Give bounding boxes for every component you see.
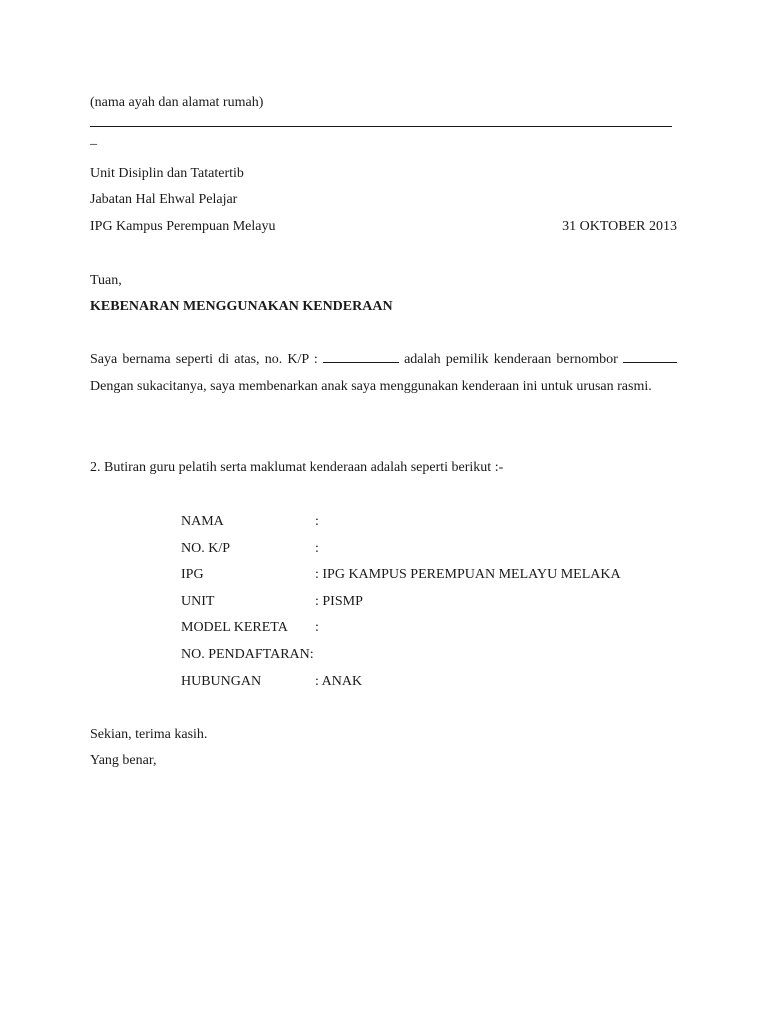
detail-label-no-kp: NO. K/P [181,541,231,556]
signature-underline [90,126,672,127]
detail-label-ipg: IPG [181,567,204,582]
body-paragraph-1 [90,347,677,400]
kp-number-blank [323,348,399,363]
detail-label-unit: UNIT [181,594,215,609]
detail-value-hubungan: : ANAK [315,674,363,689]
letter-date: 31 OKTOBER 2013 [562,219,677,234]
vehicle-number-blank [623,348,677,363]
body-paragraph-2: 2. Butiran guru pelatih serta maklumat kenderaan adalah seperti berikut :- [90,460,504,475]
paragraph-1-text-b: adalah pemilik kenderaan bernombor [398,352,624,367]
detail-value-nama: : [315,514,319,529]
recipient-line-2: Jabatan Hal Ehwal Pelajar [90,192,238,207]
detail-label-no-pendaftaran: NO. PENDAFTARAN: [181,647,314,662]
salutation: Tuan, [90,273,122,288]
detail-value-no-kp: : [315,541,319,556]
detail-label-hubungan: HUBUNGAN [181,674,262,689]
underline-dash: _ [90,132,97,147]
detail-value-unit: : PISMP [315,594,363,609]
detail-value-model-kereta: : [315,620,319,635]
detail-label-model-kereta: MODEL KERETA [181,620,288,635]
closing-thanks: Sekian, terima kasih. [90,727,208,742]
paragraph-1-text-a: Saya bernama seperti di atas, no. K/P : [90,352,323,367]
paragraph-1-text-c: Dengan sukacitanya, saya membenarkan anak saya menggunakan kenderaan ini untuk urusan rasmi. [90,378,652,394]
letter-subject: KEBENARAN MENGGUNAKAN KENDERAAN [90,299,393,314]
recipient-line-1: Unit Disiplin dan Tatatertib [90,166,244,181]
recipient-line-3: IPG Kampus Perempuan Melayu [90,219,276,234]
detail-label-nama: NAMA [181,514,224,529]
closing-signoff: Yang benar, [90,753,157,768]
detail-value-ipg: : IPG KAMPUS PEREMPUAN MELAYU MELAKA [315,567,621,582]
parent-name-address-line: (nama ayah dan alamat rumah) [90,95,264,110]
